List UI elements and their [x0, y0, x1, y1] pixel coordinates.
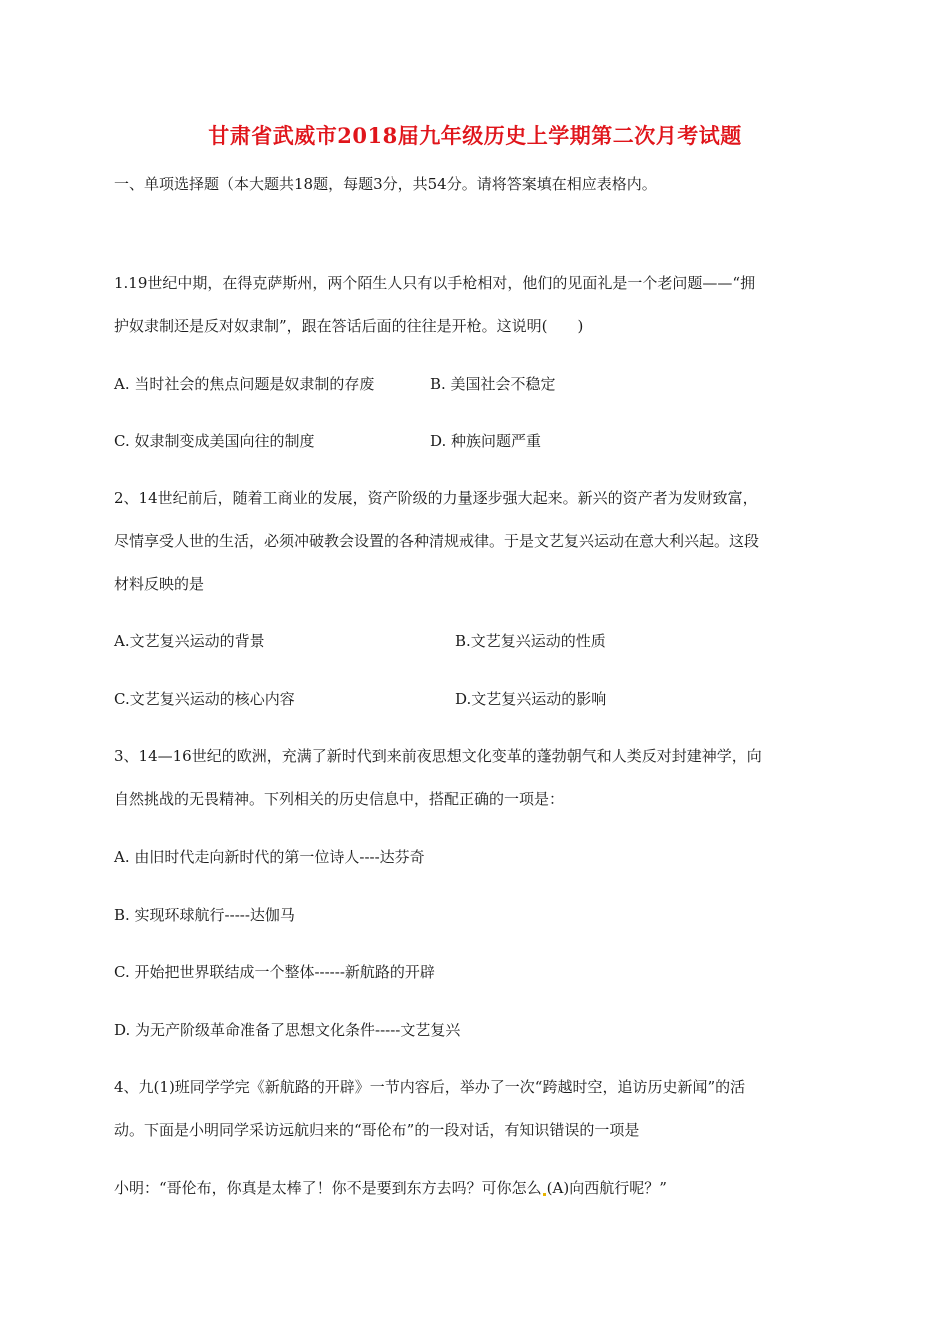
section-header: 一、单项选择题（本大题共18题，每题3分，共54分。请将答案填在相应表格内。: [114, 175, 657, 193]
q1-option-b: B. 美国社会不稳定: [430, 375, 556, 393]
q2-option-c: C.文艺复兴运动的核心内容: [114, 690, 295, 708]
q3-option-c: C. 开始把世界联结成一个整体------新航路的开辟: [114, 963, 435, 981]
q2-option-a: A.文艺复兴运动的背景: [114, 632, 265, 650]
q2-line-3: 材料反映的是: [114, 575, 205, 593]
q2-line-1: 2、14世纪前后，随着工商业的发展，资产阶级的力量逐步强大起来。新兴的资产者为发财致富，: [114, 489, 758, 507]
q1-option-d: D. 种族问题严重: [430, 432, 542, 450]
page-title: 甘肃省武威市2018届九年级历史上学期第二次月考试题: [208, 123, 742, 148]
q3-line-1: 3、14—16世纪的欧洲，充满了新时代到来前夜思想文化变革的蓬勃朝气和人类反对封建神学，向: [114, 747, 762, 765]
q3-option-b: B. 实现环球航行-----达伽马: [114, 906, 295, 924]
q2-line-2: 尽情享受人世的生活，必须冲破教会设置的各种清规戒律。于是文艺复兴运动在意大利兴起。这段: [114, 532, 760, 550]
q4-line-1: 4、九(1)班同学学完《新航路的开辟》一节内容后，举办了一次“跨越时空，追访历史新闻”的活: [114, 1078, 746, 1096]
q4-dialog: [114, 1178, 667, 1198]
q4-dialog-after: (A)向西航行呢？”: [546, 1179, 667, 1197]
q2-option-b: B.文艺复兴运动的性质: [455, 632, 606, 650]
q3-option-d: D. 为无产阶级革命准备了思想文化条件-----文艺复兴: [114, 1021, 461, 1039]
q2-option-d: D.文艺复兴运动的影响: [455, 690, 607, 708]
q1-option-a: A. 当时社会的焦点问题是奴隶制的存废: [114, 375, 375, 393]
q3-line-2: 自然挑战的无畏精神。下列相关的历史信息中，搭配正确的一项是：: [114, 790, 565, 808]
q4-dialog-before: 小明：“哥伦布，你真是太棒了！你不是要到东方去吗？可你怎么: [114, 1179, 542, 1197]
q1-line-1: 1.19世纪中期，在得克萨斯州，两个陌生人只有以手枪相对，他们的见面礼是一个老问题——“拥: [114, 274, 756, 292]
highlight-mark: [543, 1193, 546, 1196]
q1-line-2: 护奴隶制还是反对奴隶制”，跟在答话后面的往往是开枪。这说明( ): [114, 317, 584, 335]
q3-option-a: A. 由旧时代走向新时代的第一位诗人----达芬奇: [114, 848, 425, 866]
q1-option-c: C. 奴隶制变成美国向往的制度: [114, 432, 315, 450]
q4-line-2: 动。下面是小明同学采访远航归来的“哥伦布”的一段对话，有知识错误的一项是: [114, 1121, 640, 1139]
